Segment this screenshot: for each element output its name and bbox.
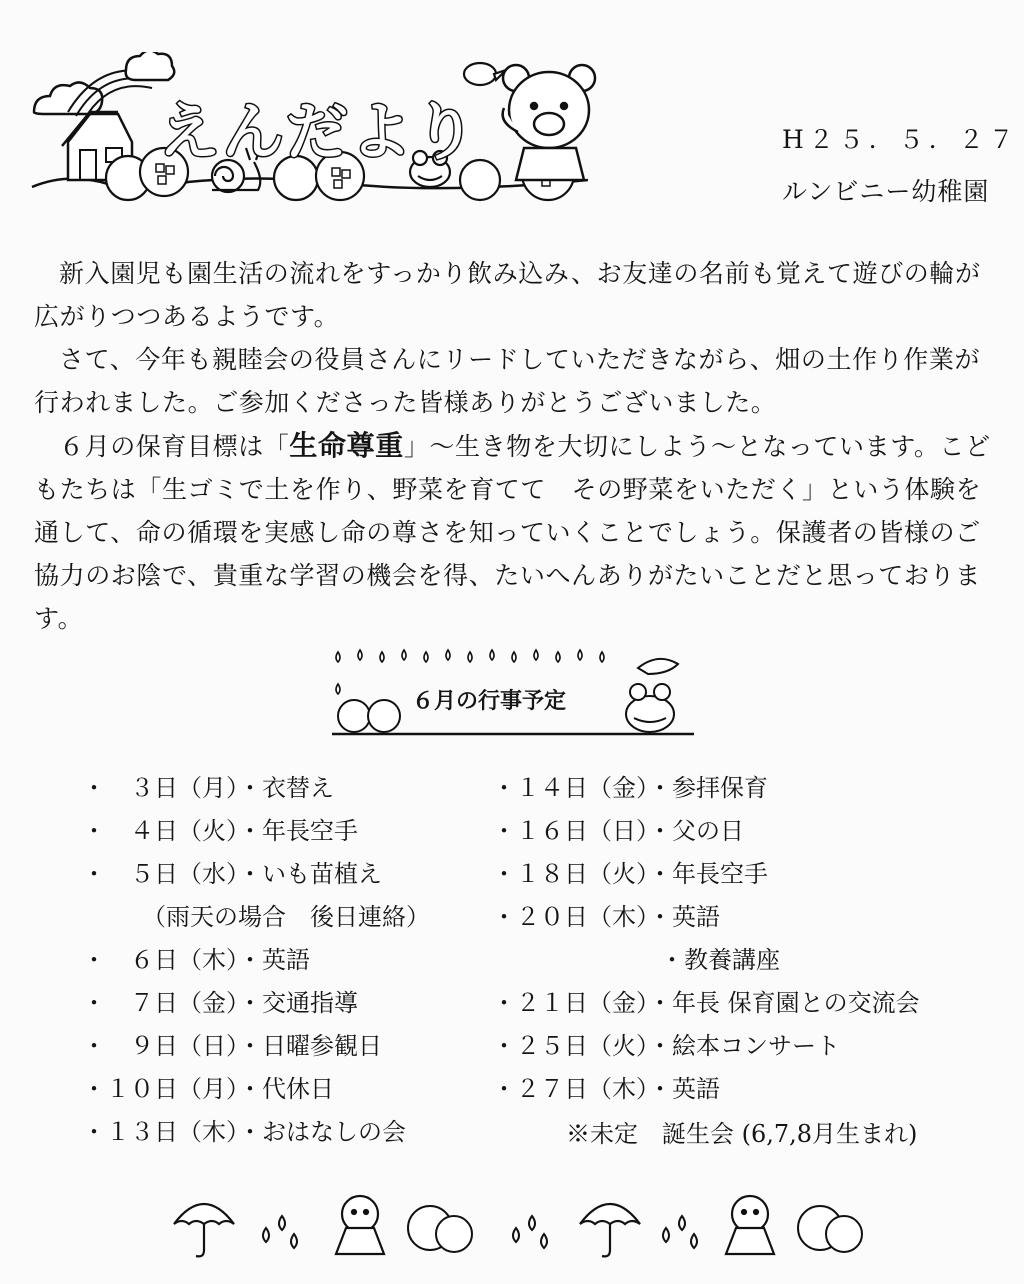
- monthly-goal: 生命尊重: [289, 429, 404, 462]
- event-item: ・ ７日（金）・交通指導: [82, 989, 358, 1017]
- event-item: ・ ５日（水）・いも苗植え: [82, 860, 382, 888]
- event-item: ・ ４日（火）・年長空手: [82, 817, 358, 845]
- page-title: えんだより: [158, 95, 479, 168]
- raindrop-icon: [513, 1216, 547, 1248]
- event-item: ・ ３日（月）・衣替え: [82, 774, 334, 802]
- event-item: ・ ６日（木）・英語: [82, 946, 310, 974]
- events-heading: ６月の行事予定: [412, 689, 567, 714]
- paragraph-3-lead: ６月の保育目標は「: [59, 432, 290, 461]
- undecided-note: ※未定 誕生会 (6,7,8月生まれ): [566, 1120, 918, 1148]
- newsletter-body: [34, 252, 999, 640]
- issue-date: H２５．５．２７: [782, 125, 1019, 154]
- teru-teru-bozu-icon: [726, 1196, 774, 1254]
- event-item: （雨天の場合 後日連絡）: [82, 903, 430, 931]
- event-item: ・１４日（金）・参拝保育: [492, 774, 768, 802]
- event-item: ・１０日（月）・代休日: [82, 1075, 334, 1103]
- raindrop-icon: [663, 1216, 697, 1248]
- events-list-right: [492, 767, 1012, 1111]
- event-item: ・１３日（木）・おはなしの会: [82, 1118, 406, 1146]
- paragraph-2: さて、今年も親睦会の役員さんにリードしていただきながら、畑の土作り作業が行われました。ご参加くださった皆様ありがとうございました。: [34, 345, 981, 417]
- event-item: ・２７日（木）・英語: [492, 1075, 720, 1103]
- frog-icon: [626, 659, 678, 732]
- footer-illustration: [170, 1188, 870, 1268]
- raindrop-icon: [263, 1216, 297, 1248]
- event-item: ・１８日（火）・年長空手: [492, 860, 768, 888]
- hydrangea-icon: [338, 700, 400, 732]
- events-list-left: [82, 767, 512, 1154]
- teru-teru-bozu-icon: [336, 1196, 384, 1254]
- hydrangea-icon: [798, 1206, 862, 1252]
- event-item: ・２１日（金）・年長 保育園との交流会: [492, 989, 920, 1017]
- event-item: ・２０日（木）・英語: [492, 903, 720, 931]
- event-item: ・教養講座: [492, 946, 780, 974]
- umbrella-icon: [580, 1204, 640, 1256]
- event-item: ・１６日（日）・父の日: [492, 817, 744, 845]
- bear-icon: [503, 65, 595, 180]
- hydrangea-icon: [408, 1206, 472, 1252]
- event-item: ・２５日（火）・絵本コンサート: [492, 1032, 840, 1060]
- paragraph-3-rest: 」～生き物を大切にしよう～となっています。こどもたちは「生ゴミで土を作り、野菜を育てて その野菜をいただく」という体験を通して、命の循環を実感し命の尊さを知っていくことでしょう。保護者の皆様のご協力のお陰で、貴重な学習の機会を得、たいへんありがたいことだと思っております。: [34, 432, 991, 633]
- school-name: ルンビニー幼稚園: [782, 177, 990, 206]
- paragraph-1: 新入園児も園生活の流れをすっかり飲み込み、お友達の名前も覚えて遊びの輪が広がりつつあるようです。: [34, 259, 981, 331]
- event-item: ・ ９日（日）・日曜参観日: [82, 1032, 382, 1060]
- paragraph-3: [34, 424, 999, 640]
- umbrella-icon: [174, 1204, 234, 1256]
